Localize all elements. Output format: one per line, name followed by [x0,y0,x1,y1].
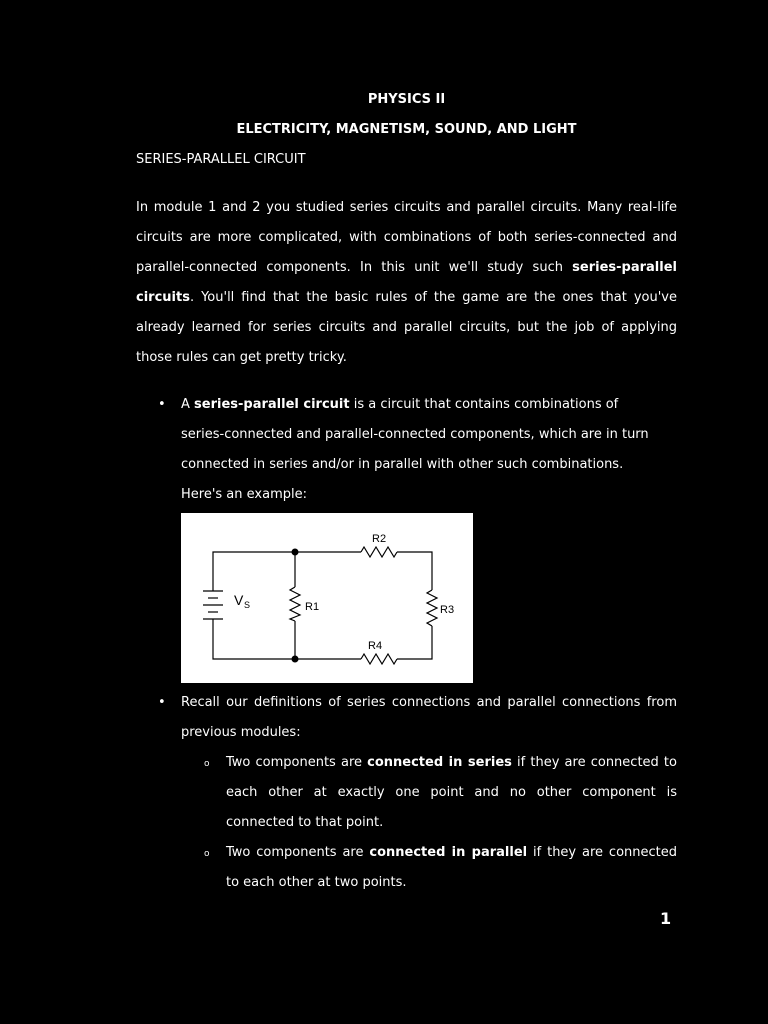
top-left-wire [213,552,361,591]
r2-resistor [361,547,397,557]
circuit-svg [181,513,473,683]
r3-resistor [427,590,437,626]
sub-bullet-marker: o [204,759,210,769]
series-def-bold: connected in series [367,755,512,770]
sub-item-parallel-definition [226,838,677,898]
example-caption: Here's an example: [181,487,307,502]
bullet-item-recall: Recall our definitions of series connections and parallel connections from previous modules: [181,695,677,740]
bullet-marker: • [158,695,166,710]
parallel-def-text: if they are connected to each other at two points. [226,845,677,890]
bullet-marker: • [158,397,166,412]
bullet1-prefix: A [181,397,195,412]
source-subscript: S [244,600,251,610]
parallel-def-prefix: Two components are [226,845,370,860]
page-number: 1 [660,909,672,928]
sub-item-series-definition [226,748,677,838]
bullet1-text: is a circuit that contains combinations of series-connected and parallel-connected components, which are in turn connected in series and/or in parallel with other such combinations. [181,397,649,472]
bottom-left-wire [213,619,361,659]
circuit-diagram [181,513,473,683]
source-label: V [234,592,244,608]
r3-label: R3 [440,604,455,616]
bottom-right-wire [397,626,432,659]
top-junction-node [292,549,299,556]
r1-resistor [290,587,300,621]
series-def-prefix: Two components are [226,755,368,770]
intro-bold-term: series-parallel circuits [136,260,677,305]
section-heading: SERIES-PARALLEL CIRCUIT [136,152,306,167]
document-subtitle: ELECTRICITY, MAGNETISM, SOUND, AND LIGHT [236,122,577,137]
r1-label: R1 [305,601,320,613]
sub-bullet-marker: o [204,849,210,859]
intro-text-1: In module 1 and 2 you studied series circuits and parallel circuits. Many real-life circuits are more complicated, with combinations of both series-connected and parallel-connected components. In this unit we'll study such [136,200,677,275]
r4-resistor [361,654,397,664]
parallel-def-bold: connected in parallel [369,845,528,860]
series-def-text: if they are connected to each other at exactly one point and no other component is connected to that point. [226,755,677,830]
battery-symbol [203,591,223,619]
r2-label: R2 [372,533,387,545]
r4-label: R4 [368,640,383,652]
bullet-item-series-parallel [181,390,661,510]
top-right-wire [397,552,432,590]
circuit-labels [234,533,454,652]
intro-text-2: . You'll find that the basic rules of the game are the ones that you've already learned for series circuits and parallel circuits, but the job of applying those rules can get pretty tricky. [136,290,677,365]
bottom-junction-node [292,656,299,663]
intro-paragraph [136,193,677,373]
document-title: PHYSICS II [367,92,446,107]
bullet1-bold-term: series-parallel circuit [194,397,350,412]
